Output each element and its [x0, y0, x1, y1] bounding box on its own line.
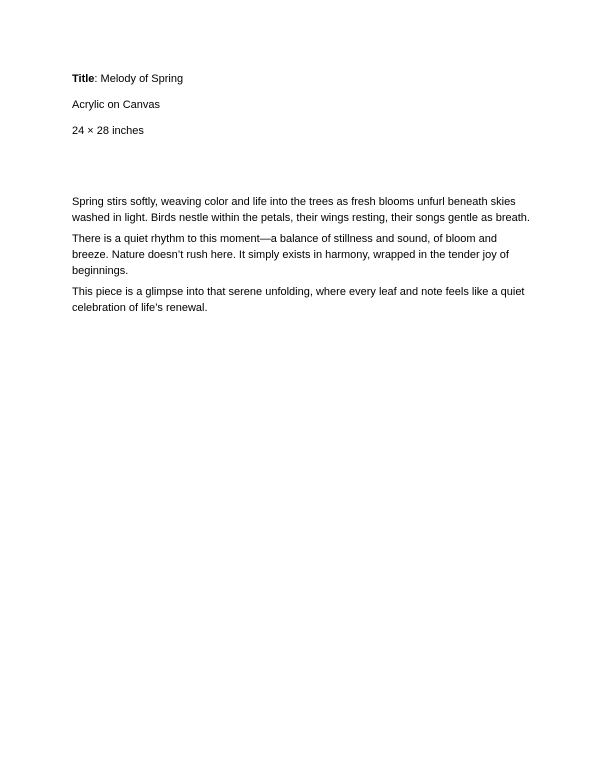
artwork-medium: Acrylic on Canvas — [72, 99, 161, 111]
description-paragraph: This piece is a glimpse into that serene unfolding, where every leaf and note feels like a quiet celebration of life’s renewal. — [72, 286, 525, 314]
description-paragraph: There is a quiet rhythm to this moment—a balance of stillness and sound, of bloom and breeze. Nature doesn’t rush here. It simply exists in harmony, wrapped in the tender joy of beginnings. — [72, 233, 509, 277]
artwork-dimensions: 24 × 28 inches — [72, 125, 144, 137]
title-label: Title — [72, 73, 95, 85]
artwork-title — [72, 72, 532, 86]
artwork-details — [72, 72, 532, 138]
description-paragraph: Spring stirs softly, weaving color and life into the trees as fresh blooms unfurl beneath skies washed in light. Birds nestle within the petals, their wings resting, their songs gentle as breath. — [72, 196, 530, 224]
title-value: Melody of Spring — [100, 73, 184, 85]
title-separator: : — [94, 73, 101, 85]
artwork-description — [72, 194, 534, 316]
